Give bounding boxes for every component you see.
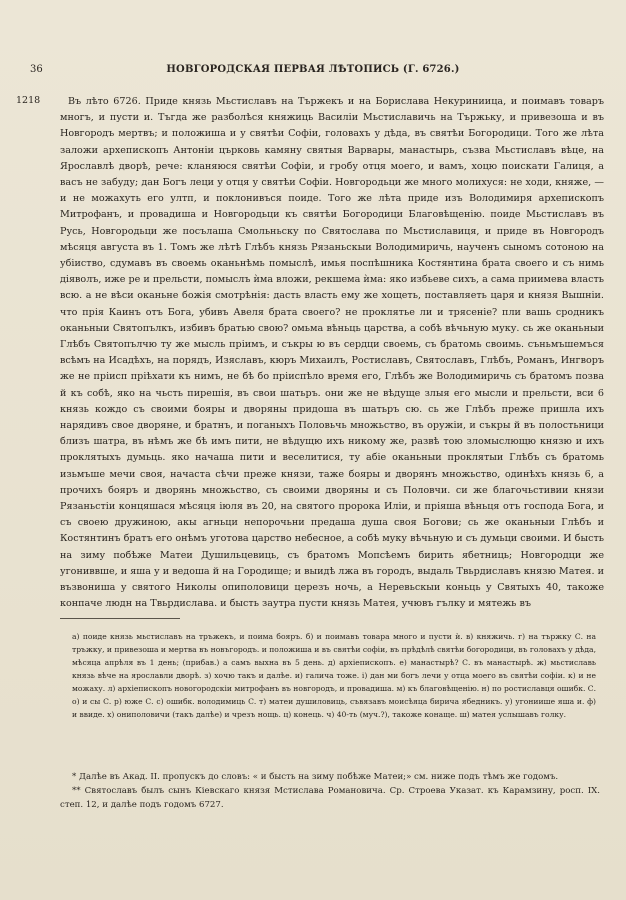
footnotes [60,770,600,813]
page-header [30,64,596,78]
page-number: 36 [30,64,43,75]
running-title: НОВГОРОДСКАЯ ПЕРВАЯ ЛѢТОПИСЬ (Г. 6726.) [166,64,460,75]
chronicle-text: Въ лѣто 6726. Приде князь Мьстиславъ на Тържекъ и на Борислава Некуриниица, и поимавъ товаръ многъ, и пусти и. Тъгда же разболѣся княжиць Василiи Мьстиславичь на Тържьку, и привезоша и въ Новгородъ мертвъ; и положиша и у святѣи Софiи, головахъ у дѣда, въ святѣи Богородици. Того же лѣта заложи архепископъ Антонiи църковь камяну святыя Варвары, манастырь, съзва Мьстиславъ вѣце, на Ярославлѣ дворѣ, рече: кланяюся святѣи Софiи, и гробу отця моего, и вамъ, хоцю поискати Галиця, а васъ не забуду; дан Богъ леци у отця у святѣи Софiи. Новгородьци же много молихуся: не ходи, княже, — и не можахуть его ултп, и поклонивъся поиде. Того же лѣта приде изъ Володимиря архепископъ Митрофанъ, и провадиша и Новгородьци къ святѣи Богородици Благовѣщенiю. поиде Мьстиславъ въ Русь, Новгородьци же посълаша Смольньску по Святослава по Мьстиславиця, и приде въ Новгородъ мѣсяця августа въ 1. Томъ же лѣтѣ Глѣбъ князь Рязаньскыи Володимиричь, наученъ сыномъ сотоною на убiиство, сдумавъ въ своемь оканьнѣмь помыслѣ, имья поспѣшника Костянтина брата своего и съ нимь дiяволъ, иже ре и прельсти, помыслъ ѝма вложи, рекшема ѝма: яко избьеве сихъ, а сама приимева власть всю. а не вѣси оканьне божiя смотрѣнiя: дасть власть ему же хощеть, поставляеть царя и князя Вышнiи. что прiя Каинъ отъ Бога, убивъ Авеля брата своего? не проклятье ли и трясенiе? пли вашь сродникъ оканьныи Святопълкъ, избивъ братью свою? омьма вѣньць царства, а собѣ вѣчьную муку. сь же оканьныи Глѣбъ Святопълчю ту же мысль прiимъ, и съкры ю въ сердци своемь, съ братомь своимь. съньмъшемъся всѣмъ на Исадѣхъ, на порядъ, Изяславъ, кюръ Михаилъ, Ростиславъ, Святославъ, Глѣбъ, Романъ, Ингворъ же не прiисп прiѣхати къ нимъ, не бѣ бо прiиспѣло время его, Глѣбъ же Володимиричь съ братомъ позва й къ собѣ, яко на чьсть пирешiя, въ свои шатьръ. они же не вѣдуще злыя его мысли и прельсти, вси 6 князь кождо съ своими бояры и дворяны придоша въ шатьръ сю. сь же Глѣбъ преже пришла ихъ нарядивъ свое дворяне, и братнъ, и поганыхъ Половьчь множьство, въ оружiи, и съкры й въ полостьници близъ шатра, въ нѣмъ же бѣ имъ пити, не вѣдущю ихъ никому же, развѣ тою зломыслющю князю и ихъ проклятыхъ думьць. яко начаша пити и веселитися, ту абiе оканьныи проклятыи Глѣбъ съ братомь изьмъше мечи своя, начаста сѣчи преже князи, таже бояры и дворянъ множьство, одинѣхъ князь 6, а прочихъ бояръ и дворянь множьство, съ своими дворяны и съ Половчи. си же благочьстивии князи Рязаньстiи концяшася мѣсяця iюля въ 20, на святого пророка Илiи, и прiяша вѣньця отъ господа Бога, и съ своею дружиною, акы агньци непорочьни предаша душа своя Богови; сь же оканьныи Глѣбъ и Костянтинъ братъ его онѣмъ уготова царство небесное, а собѣ муку вѣчьную и съ думьци своими. И бысть на зиму побѣже Матеи Душильцевиць, съ братомъ Мопсѣемъ бирить ябетниць; Новгородци же угониввше, и яша у и ведоша й на Городище; и выидѣ лжа въ городъ, выдаль Твьрдиславъ князю Матея. и възвониша у святого Николы опиполовици церезъ ночь, а Неревьскыи коньць у Святыхъ 40, такоже конпаче людн на Твьрдислава. и бысть заутра пусти князь Матея, учювъ гълку и мятежь въ [60,96,604,610]
footnote-2: ** Святославъ былъ сынъ Кiевскаго князя Мстислава Романовича. Ср. Строева Указат. къ Карамзину, росп. IX. степ. 12, и далѣе подъ годомъ 6727. [60,786,600,811]
variant-readings: а) поиде князь мьстиславъ на тръжекъ, и поима бояръ. б) и поимавъ товара много и пусти ѝ. в) княжичь. г) на тържку С. на тръжку, и привезоша и мертва въ новъгородъ. и положиша и въ святѣи софiи, въ прѣдѣлѣ святѣи богородици, въ головахъ у дѣда, мѣсяца апрѣля въ 1 день; (прибав.) а самъ выхна въ 5 день. д) архiепископъ. е) манастырѣ? С. въ манастырѣ. ж) мьстиславь князь вѣче на ярославли дворѣ. з) хочю такъ и далѣе. и) галича тоже. i) дан ми богъ лечи у отца моего въ святѣи софiи. к) и не можаху. л) архiепископъ новогородскiи митрофанъ въ новгородъ, и провадиша. м) къ благовѣщенiю. н) по ростиславця ошибк. С. о) и сы С. р) юже С. с) ошибк. володимиць С. т) матеи душиловиць, съвязавъ моисѣяца бирича ябедникъ. у) угониише яша и. ф) и ввиде. х) ониполовичи (такъ далѣе) и чрезъ нощь. ц) конець. ч) 40-ть (муч.?), такоже конаще. ш) матея услышавъ голку. [72,632,597,719]
margin-year: 1218 [16,95,41,106]
footnote-1: * Далѣе въ Акад. II. пропускъ до словъ: « и бысть на зиму побѣже Матеи;» см. ниже подъ тѣмъ же годомъ. [72,772,559,782]
footnote-divider [60,618,180,619]
